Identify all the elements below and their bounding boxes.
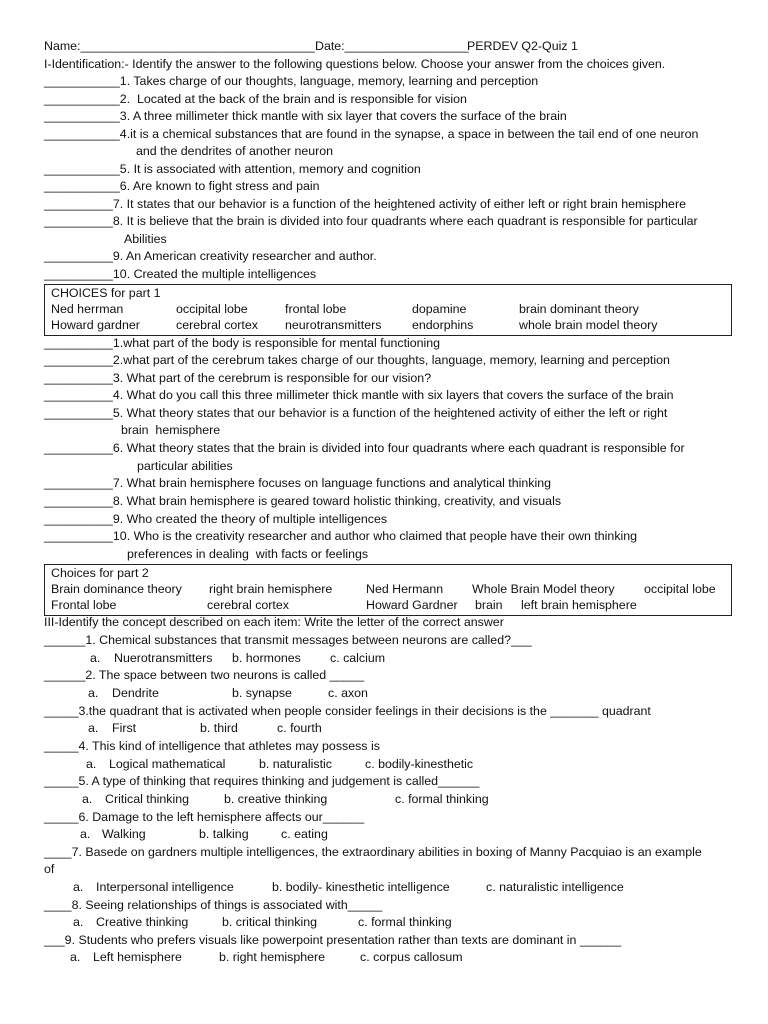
option: b. creative thinking (224, 792, 328, 806)
option: b. hormones (232, 651, 301, 665)
choice: Whole Brain Model theory (472, 582, 615, 596)
option: c. fourth (277, 721, 322, 735)
option: Interpersonal intelligence (96, 880, 234, 894)
option: c. bodily-kinesthetic (365, 757, 474, 771)
option: b. right hemisphere (219, 950, 326, 964)
date-field: Date:__________________ (315, 39, 469, 53)
part1-item: ___________2. Located at the back of the brain and is responsible for vision (44, 92, 467, 106)
part1-instructions: I-Identification:- Identify the answer to the following questions below. Choose your answer from the choices given. (44, 57, 666, 71)
question: _____3.the quadrant that is activated when people consider feelings in their decisions is the _______ quadrant (44, 704, 651, 718)
option: c. axon (328, 686, 368, 700)
option: b. talking (199, 827, 249, 841)
part1-item-continuation: and the dendrites of another neuron (136, 144, 334, 158)
question: ____8. Seeing relationships of things is associated with_____ (44, 898, 383, 912)
option: c. corpus callosum (360, 950, 463, 964)
option-letter: a. (88, 686, 99, 700)
option-letter: a. (80, 827, 91, 841)
question: _____5. A type of thinking that requires thinking and judgement is called______ (44, 774, 480, 788)
part1-item: ___________1. Takes charge of our thoughts, language, memory, learning and perception (44, 74, 539, 88)
option: c. calcium (330, 651, 386, 665)
part1-item-continuation: Abilities (124, 232, 167, 246)
part1-item: __________7. It states that our behavior is a function of the heightened activity of either left or right brain hemisphere (44, 197, 686, 211)
question: _____4. This kind of intelligence that athletes may possess is (44, 739, 380, 753)
part2-item-continuation: particular abilities (137, 459, 233, 473)
choice: Brain dominance theory (51, 582, 182, 596)
option: Walking (102, 827, 146, 841)
choice: Howard gardner (51, 318, 140, 332)
option: Left hemisphere (93, 950, 182, 964)
choice: right brain hemisphere (209, 582, 333, 596)
question: ____7. Basede on gardners multiple intelligences, the extraordinary abilities in boxing of Manny Pacquiao is an example (44, 845, 702, 859)
option-letter: a. (86, 757, 97, 771)
choice: Frontal lobe (51, 598, 117, 612)
part3-instructions: III-Identify the concept described on each item: Write the letter of the correct answer (44, 615, 504, 629)
option-letter: a. (88, 721, 99, 735)
part2-item: __________7. What brain hemisphere focuses on language functions and analytical thinking (44, 476, 551, 490)
option: b. third (200, 721, 238, 735)
option: Logical mathematical (109, 757, 226, 771)
part2-item-continuation: brain hemisphere (121, 423, 221, 437)
choice: Ned Hermann (366, 582, 444, 596)
question-continuation: of (44, 862, 55, 876)
part2-item: __________9. Who created the theory of multiple intelligences (44, 512, 388, 526)
part1-item: ___________3. A three millimeter thick mantle with six layer that covers the surface of the brain (44, 109, 567, 123)
choice: occipital lobe (644, 582, 716, 596)
part2-item: __________2.what part of the cerebrum takes charge of our thoughts, language, memory, learning and perception (44, 353, 670, 367)
question: ______2. The space between two neurons is called _____ (44, 668, 365, 682)
part1-item: __________10. Created the multiple intelligences (44, 267, 317, 281)
part2-item: __________8. What brain hemisphere is geared toward holistic thinking, creativity, and visuals (44, 494, 562, 508)
option: b. naturalistic (259, 757, 333, 771)
option: Dendrite (112, 686, 159, 700)
choice: brain dominant theory (519, 302, 639, 316)
quiz-title: PERDEV Q2-Quiz 1 (467, 39, 578, 53)
part1-item: __________9. An American creativity researcher and author. (44, 249, 377, 263)
choice: occipital lobe (176, 302, 248, 316)
option: b. synapse (232, 686, 292, 700)
option: First (112, 721, 137, 735)
option: Nuerotransmitters (114, 651, 213, 665)
choice: neurotransmitters (285, 318, 382, 332)
part1-item: ___________4.it is a chemical substances that are found in the synapse, a space in between the tail end of one neuron (44, 127, 699, 141)
choice: Howard Gardner (366, 598, 458, 612)
choice: left brain hemisphere (521, 598, 637, 612)
part1-choices-title: CHOICES for part 1 (51, 286, 161, 300)
part2-item: __________4. What do you call this three millimeter thick mantle with six layers that covers the surface of the brain (44, 388, 674, 402)
choice: Ned herrman (51, 302, 124, 316)
question: ___9. Students who prefers visuals like powerpoint presentation rather than texts are dominant in ______ (44, 933, 622, 947)
choice: cerebral cortex (207, 598, 289, 612)
option: c. eating (281, 827, 328, 841)
option-letter: a. (73, 915, 84, 929)
part2-choices-title: Choices for part 2 (51, 566, 149, 580)
part2-item: __________5. What theory states that our behavior is a function of the heightened activity of either the left or right (44, 406, 668, 420)
choice: whole brain model theory (519, 318, 658, 332)
option: c. formal thinking (358, 915, 452, 929)
choice: cerebral cortex (176, 318, 258, 332)
option-letter: a. (82, 792, 93, 806)
question: _____6. Damage to the left hemisphere affects our______ (44, 810, 365, 824)
option-letter: a. (70, 950, 81, 964)
option: c. naturalistic intelligence (486, 880, 624, 894)
name-field: Name:__________________________________ (44, 39, 315, 53)
choice: brain (475, 598, 503, 612)
part2-item: __________6. What theory states that the brain is divided into four quadrants where each quadrant is responsible for (44, 441, 685, 455)
part2-item: __________1.what part of the body is responsible for mental functioning (44, 336, 441, 350)
question: ______1. Chemical substances that transmit messages between neurons are called?___ (44, 633, 532, 647)
option: c. formal thinking (395, 792, 489, 806)
part1-item: __________8. It is believe that the brain is divided into four quadrants where each quadrant is responsible for particular (44, 214, 698, 228)
choice: endorphins (412, 318, 474, 332)
part2-item: __________3. What part of the cerebrum is responsible for our vision? (44, 371, 432, 385)
option: b. critical thinking (222, 915, 318, 929)
option: Creative thinking (96, 915, 189, 929)
part1-item: ___________6. Are known to fight stress and pain (44, 179, 320, 193)
option: b. bodily- kinesthetic intelligence (272, 880, 450, 894)
choice: dopamine (412, 302, 467, 316)
part2-item-continuation: preferences in dealing with facts or feelings (127, 547, 369, 561)
choice: frontal lobe (285, 302, 347, 316)
option-letter: a. (90, 651, 101, 665)
part1-item: ___________5. It is associated with attention, memory and cognition (44, 162, 421, 176)
option: Critical thinking (105, 792, 190, 806)
part2-item: __________10. Who is the creativity researcher and author who claimed that people have their own thinking (44, 529, 638, 543)
option-letter: a. (73, 880, 84, 894)
